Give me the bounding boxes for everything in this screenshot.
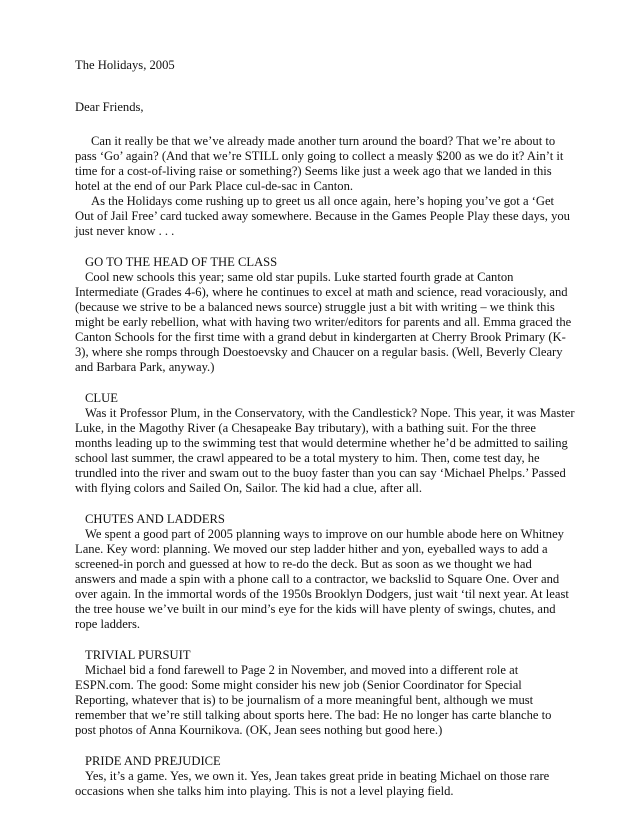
section-pride-and-prejudice [75,754,575,799]
intro-paragraph: Can it really be that we’ve already made another turn around the board? That we’re about to pass ‘Go’ again? (And that we’re STILL only going to collect a measly $200 as we do it? Ain’t it time for a cost-of-living raise or something?) Seems like just a week ago that we landed in this hotel at the end of our Park Place cul-de-sac in Canton. [75,134,564,193]
section-heading: PRIDE AND PREJUDICE [85,754,221,768]
salutation: Dear Friends, [75,100,144,114]
letter-page [75,58,575,799]
section-body: Was it Professor Plum, in the Conservatory, with the Candlestick? Nope. This year, it was Master Luke, in the Magothy River (a Chesapeake Bay tributary), with a bathing suit. For the three months leading up to the swimming test that would determine whether he’d be admitted to sailing school last summer, the crawl appeared to be a total mystery to him. Then, come test day, he trundled into the river and swam out to the buoy faster than you can say ‘Michael Phelps.’ Passed with flying colors and Sailed On, Sailor. The kid had a clue, after all. [75,406,575,495]
intro-paragraph: As the Holidays come rushing up to greet us all once again, here’s hoping you’ve got a ‘Get Out of Jail Free’ card tucked away somewhere. Because in the Games People Play these days, you just never know . . . [75,194,570,238]
section-heading: TRIVIAL PURSUIT [85,648,191,662]
section-head-of-class [75,255,575,375]
section-trivial-pursuit [75,648,575,738]
section-clue [75,391,575,496]
section-heading: CLUE [85,391,118,405]
section-chutes-and-ladders [75,512,575,632]
letter-title: The Holidays, 2005 [75,58,175,72]
section-heading: GO TO THE HEAD OF THE CLASS [85,255,278,269]
section-body: Yes, it’s a game. Yes, we own it. Yes, Jean takes great pride in beating Michael on those rare occasions when she talks him into playing. This is not a level playing field. [75,769,550,798]
section-heading: CHUTES AND LADDERS [85,512,225,526]
section-body: Michael bid a fond farewell to Page 2 in November, and moved into a different role at ESPN.com. The good: Some might consider his new job (Senior Coordinator for Special Reporting, whatever that is) to be journalism of a more meaningful bent, although we must remember that we’re still talking about sports here. The bad: He no longer has carte blanche to post photos of Anna Kournikova. (OK, Jean sees nothing but good here.) [75,663,552,737]
section-body: Cool new schools this year; same old star pupils. Luke started fourth grade at Canton Intermediate (Grades 4-6), where he continues to excel at math and science, read voraciously, and (because we strive to be a balanced news source) struggle just a bit with writing – we think this might be early rebellion, what with having two writer/editors for parents and all. Emma graced the Canton Schools for the first time with a grand debut in kindergarten at Cherry Brook Primary (K-3), where she romps through Doestoevsky and Chaucer on a regular basis. (Well, Beverly Cleary and Barbara Park, anyway.) [75,270,572,374]
section-body: We spent a good part of 2005 planning ways to improve on our humble abode here on Whitney Lane. Key word: planning. We moved our step ladder hither and yon, eyeballed ways to add a screened-in porch and guessed at how to re-do the deck. But as soon as we thought we had answers and made a spin with a phone call to a contractor, we backslid to Square One. Over and over again. In the immortal words of the 1950s Brooklyn Dodgers, just wait ‘til next year. At least the tree house we’ve built in our mind’s eye for the kids will have plenty of swings, chutes, and rope ladders. [75,527,569,631]
